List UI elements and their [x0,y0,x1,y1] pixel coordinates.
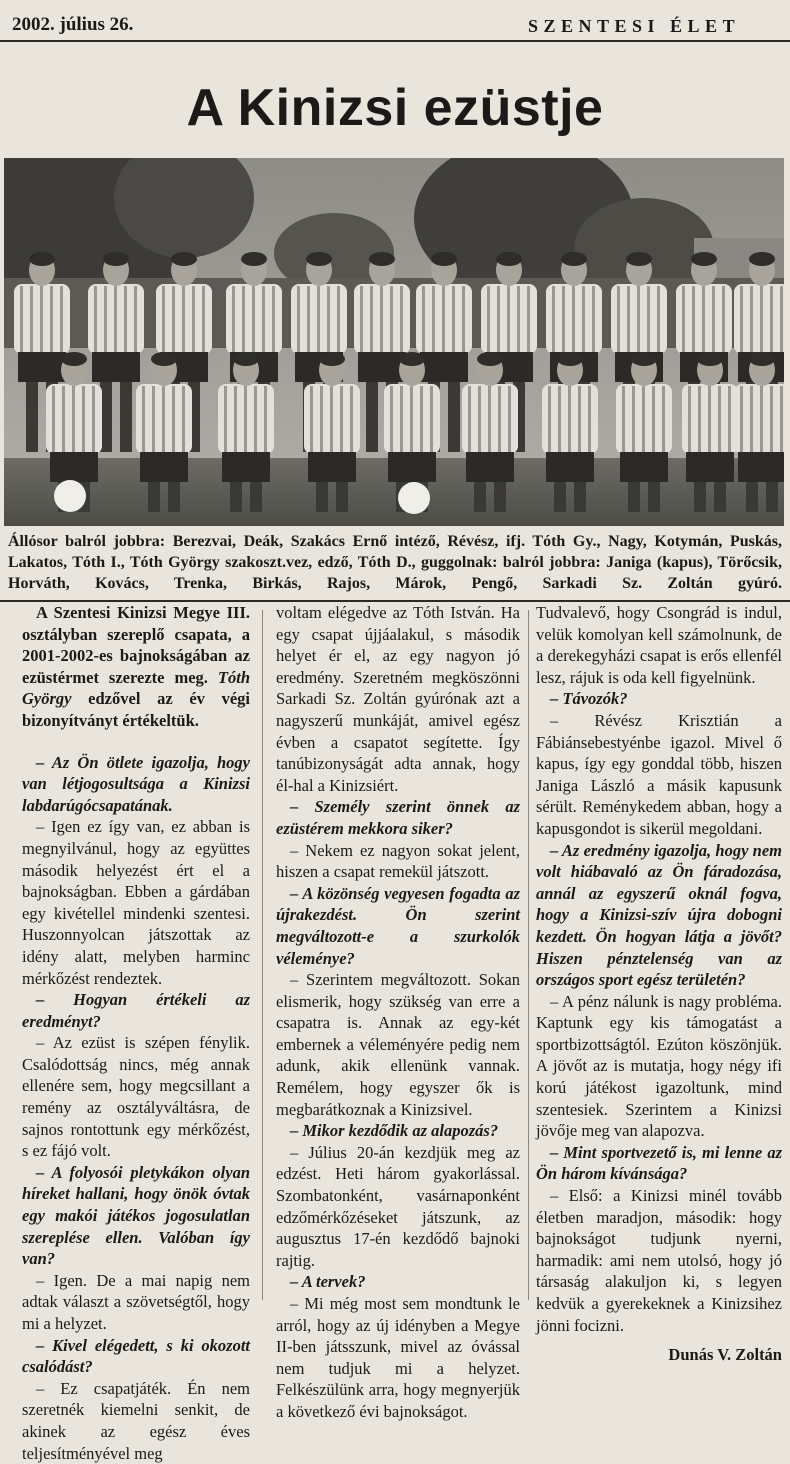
football [398,482,430,514]
article-lead [22,602,250,732]
interview-answer: Tudvalevő, hogy Csongrád is indul, velük komolyan kell számolnunk, de a derekegyházi csapat is erős ellenfél lesz, rájuk is oda kell figyelnünk. [536,603,782,687]
article-column-3 [536,602,782,1366]
interview-question: – Kivel elégedett, s ki okozott csalódást? [22,1335,250,1377]
article-column-2 [276,602,520,1423]
interview-answer: – Ez csapatjáték. Én nem szeretnék kiemelni senkit, de akinek az egész éves teljesítményével meg [22,1378,250,1463]
interview-answer: – A pénz nálunk is nagy probléma. Kaptunk egy kis támogatást a sportbizottságtól. Ezúton köszönjük. A jövőt az is mutatja, hogy négy ifi korú játékost igazoltunk, mind szentesiek. Szerintem a Kinizsi jövője meg van alapozva. [536,991,782,1141]
team-photo-image [4,158,784,526]
interview-answer: – Nekem ez nagyon sokat jelent, hiszen a csapat remekül játszott. [276,840,520,882]
page-header [0,0,790,42]
column-1-body [22,752,250,1464]
lead-text-1: A Szentesi Kinizsi Megye III. osztályban szereplő csapata, a 2001-2002-es bajnokságában az ezüstérmet szerezte meg. [22,603,250,687]
interview-answer: – Első: a Kinizsi minél tovább életben maradjon, második: hogy bajnokságot tudjunk nyerni, harmadik: ami nem utolsó, hogy jó társaság alakuljon ki, s legyen kedvük a gyerekeknek a Kinizsihez jönni focizni. [536,1186,782,1335]
column-3-body [536,602,782,1336]
publication-name: SZENTESI ÉLET [528,16,741,36]
interview-question: – Az eredmény igazolja, hogy nem volt hiábavaló az Ön fáradozása, annál az egyszerű oknál fogva, hogy a Kinizsi-szív újra dobogni kezdett. Ön hogyan látja a jövőt? Hiszen pénztelenség van az országos sport egész területén? [536,840,782,990]
interview-answer: – Igen. De a mai napig nem adtak választ a szövetségtől, hogy mi a helyzet. [22,1270,250,1333]
interview-answer: – Szerintem megváltozott. Sokan elismerik, hogy szükség van erre a csapatra is. Annak az egy-két embernek a véleményére pedig nem adunk, akik ellenünk vannak. Remélem, hogy egyszer ők is megbarátkoznak a Kinizsivel. [276,970,520,1119]
interview-question: – Távozók? [550,689,628,709]
issue-date: 2002. július 26. [12,14,134,35]
column-divider-1 [262,610,263,1300]
lead-coach-name: Tóth György [22,667,250,709]
interview-question: – A folyosói pletykákon olyan híreket hallani, hogy önök óvtak egy makói játékos jogosulatlan szereplése ellen. Valóban így van? [22,1162,250,1269]
interview-question: – Személy szerint önnek az ezüstérem mekkora siker? [276,797,520,838]
interview-question: – Hogyan értékeli az eredményt? [22,990,250,1031]
interview-answer: voltam elégedve az Tóth István. Ha egy csapat újjáalakul, s második helyet ér el, az egy nagyon jó eredmény. Szeretném megköszönni Sarkadi Sz. Zoltán gyúrónak azt a nagyszerű munkáját, amivel egész évben a csapatot segítette. Így tanúbizonyságát adta annak, hogy él-hal a Kinizsiért. [276,603,520,795]
interview-question: – A tervek? [290,1272,366,1292]
football [54,480,86,512]
column-2-body [276,602,520,1423]
interview-answer: – Mi még most sem mondtunk le arról, hogy az új idényben a Megye II-ben játsszunk, mivel az óvással nem tudjuk mi a helyzet. Felkészülünk arra, hogy megnyerjük a következő évi bajnokságot. [276,1294,520,1421]
article-title: A Kinizsi ezüstje [186,79,604,137]
photo-caption: Állósor balról jobbra: Berezvai, Deák, Szakács Ernő intéző, Révész, ifj. Tóth Gy., Nagy, Kotymán, Puskás, Lakatos, Tóth I., Tóth György szakoszt.vez, edző, Tóth D., guggolnak: balról jobbra: Janiga (kapus), Törőcsik, Horváth, Kovács, Trenka, Birkás, Rajos, Márok, Pengő, Sarkadi Sz. Zoltán gyúró. [8,533,782,592]
article-column-1 [22,602,250,1464]
team-photo [4,158,784,526]
interview-answer: – Révész Krisztián a Fábiánsebestyénbe igazol. Mivel ő kapus, így egy gonddal több, hiszen Janiga László a másik kapusunk sérült. Reménykedem abban, hogy a kapusgondot is sikerül megoldani. [536,710,782,838]
interview-answer: – Az ezüst is szépen fénylik. Csalódottság nincs, még annak ellenére sem, hogy megcsillant a remény az osztályváltásra, de sajnos rontottunk egy mérkőzést, s ez fájó volt. [22,1033,250,1161]
interview-answer: – Július 20-án kezdjük meg az edzést. Heti három gyakorlással. Szombatonként, vasárnaponként edzőmérkőzéseket játszunk, az augusztus 17-én kezdődő bajnoki rajtig. [276,1142,520,1270]
interview-answer: – Igen ez így van, ez abban is megnyilvánul, hogy az együttes második helyezést ért el a bajnokságban. Ebben a gárdában egy kivétellel mindenki szentesi. Huszonnyolcan játszottak az idény alatt, melyben harminc mérkőzést rendeztek. [22,817,250,988]
interview-question: – Az Ön ötlete igazolja, hogy van létjogosultsága a Kinizsi labdarúgócsapatának. [22,752,250,815]
article-author: Dunás V. Zoltán [668,1345,782,1365]
interview-question: – A közönség vegyesen fogadta az újrakezdést. Ön szerint megváltozott-e a szurkolók véleménye? [276,883,520,968]
interview-question: – Mint sportvezető is, mi lenne az Ön három kívánsága? [536,1142,782,1184]
lead-text-2: edzővel az év végi bizonyítványt értékeltük. [22,689,250,730]
column-divider-2 [528,610,529,1300]
interview-question: – Mikor kezdődik az alapozás? [290,1121,499,1141]
